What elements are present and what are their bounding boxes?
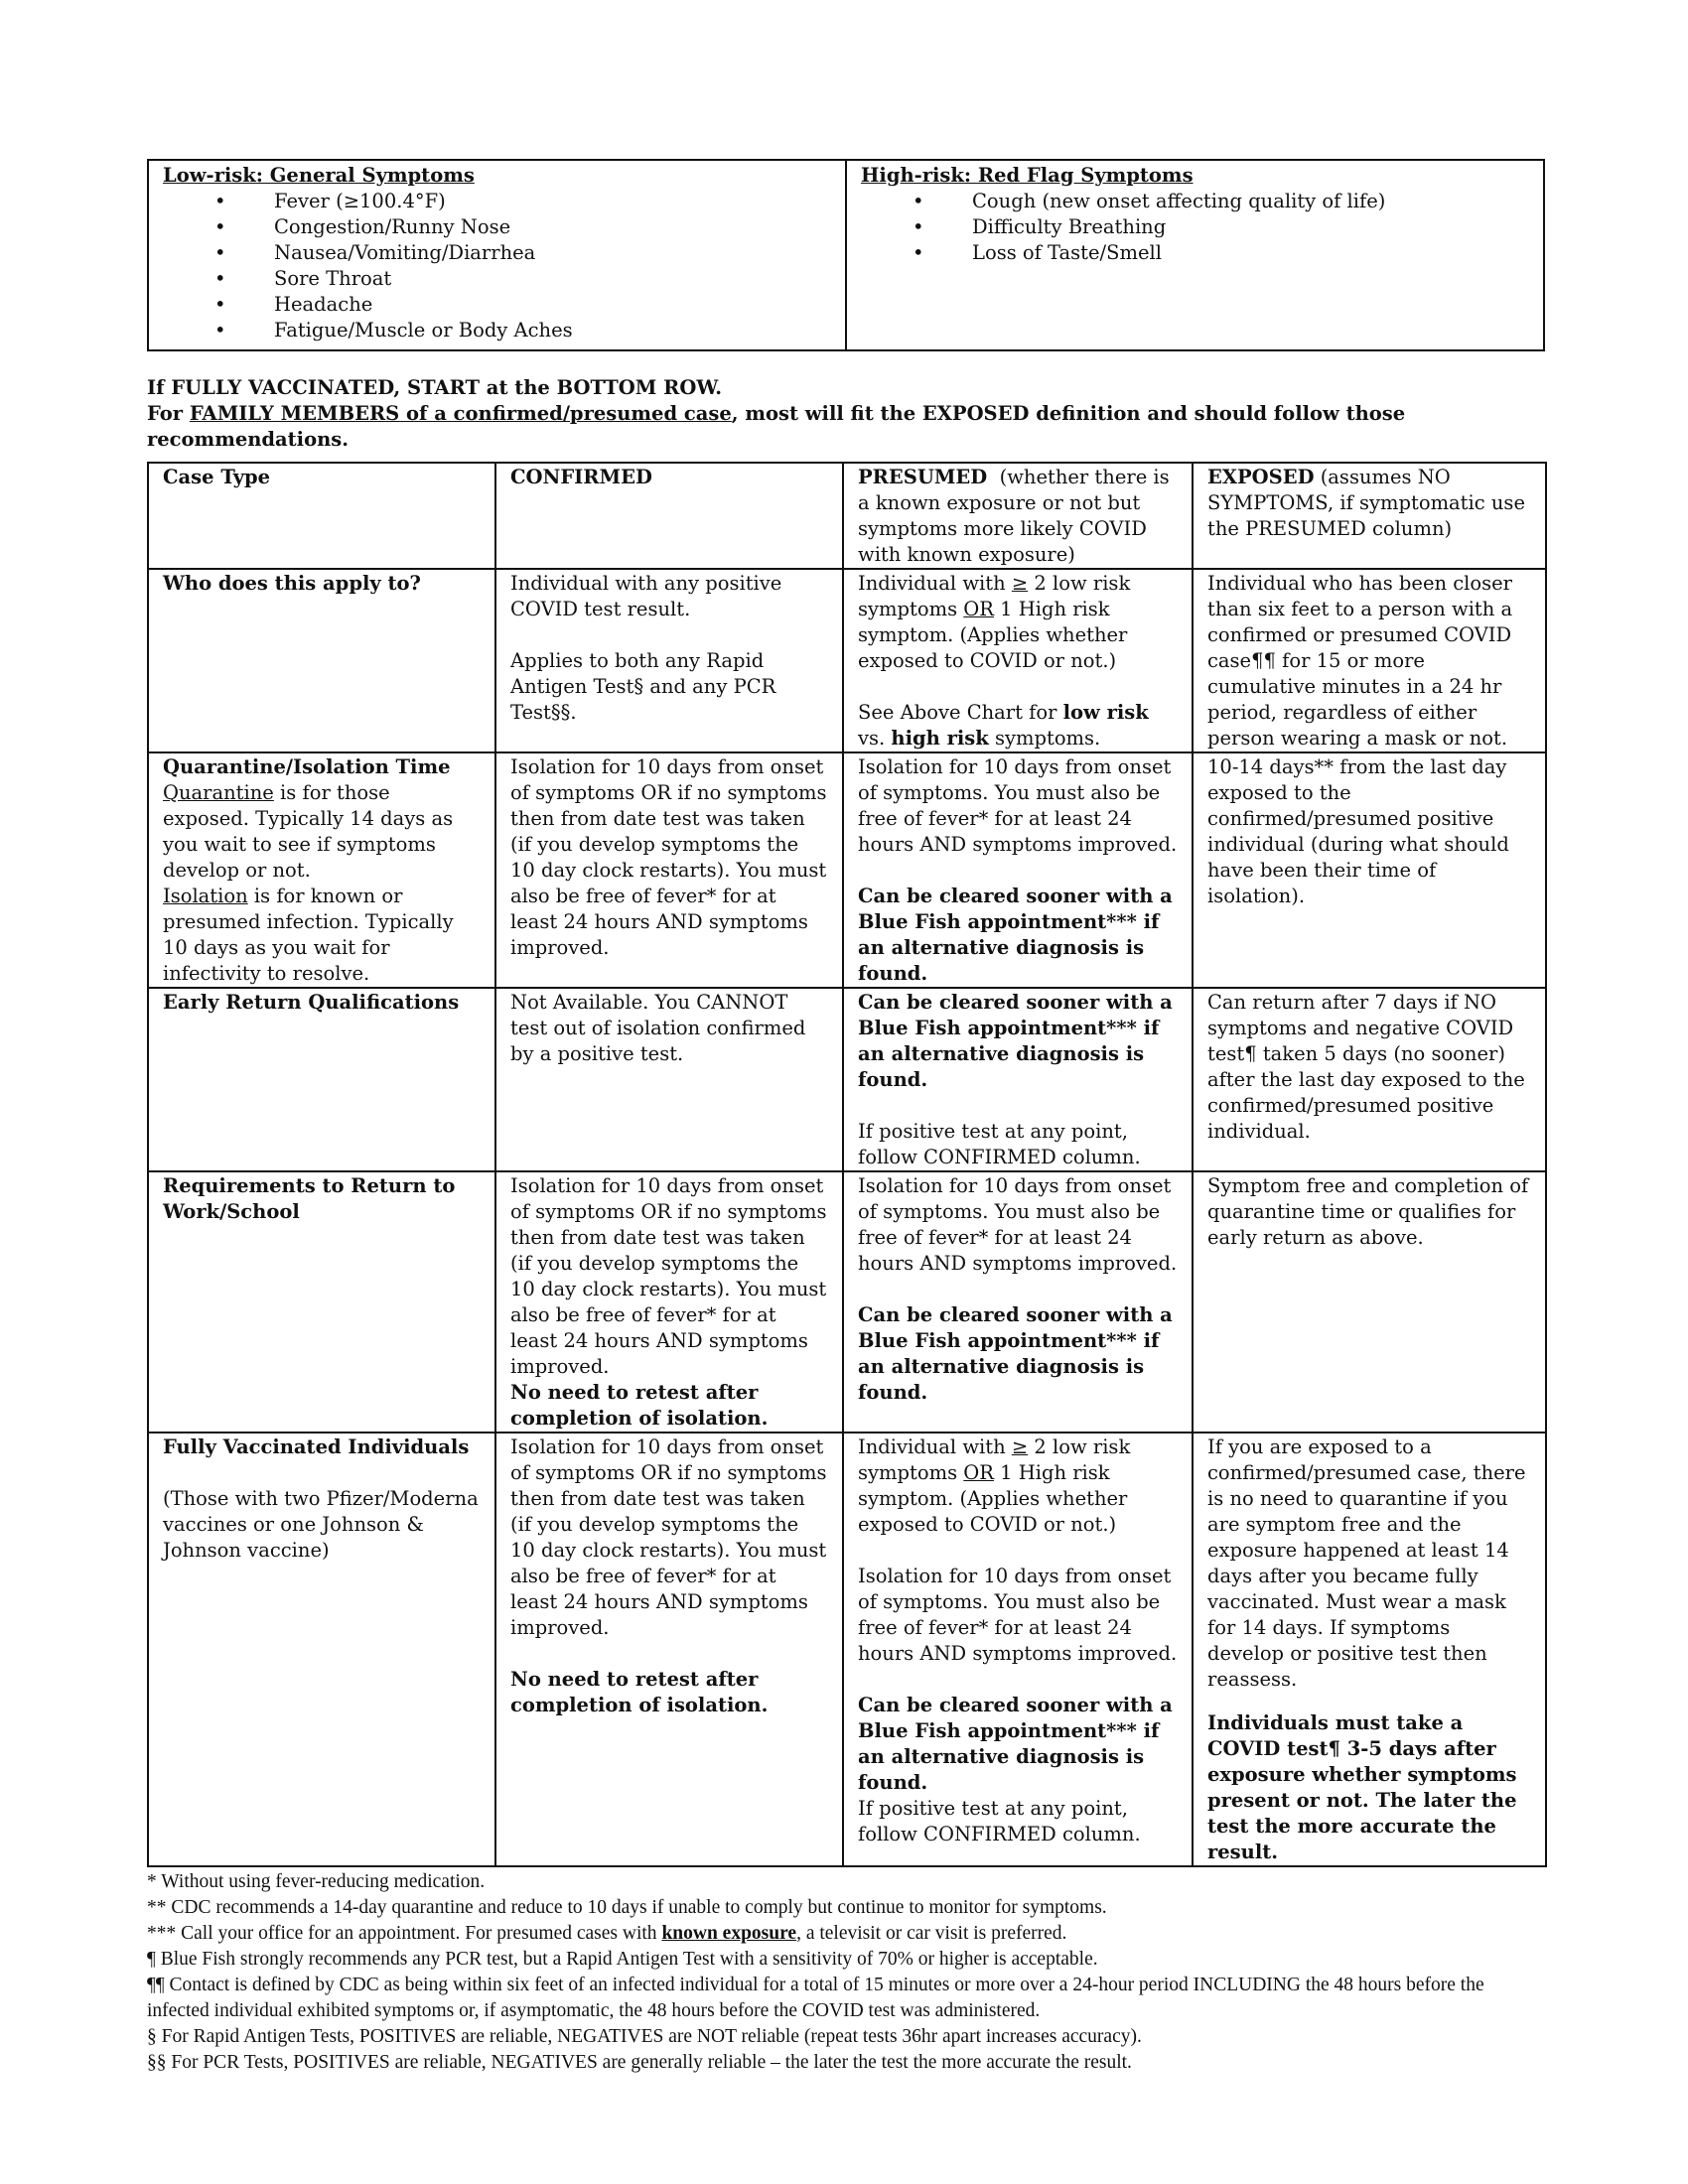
intro-line-2 xyxy=(147,401,1545,453)
early-confirmed: Not Available. You CANNOT test out of isolation confirmed by a positive test. xyxy=(495,988,843,1171)
footnotes xyxy=(147,1869,1545,2076)
case-type-table xyxy=(147,462,1547,1867)
who-confirmed-p2: Applies to both any Rapid Antigen Test§ and any PCR Test§§. xyxy=(510,649,776,724)
quarantine-def xyxy=(163,780,481,884)
quarantine-confirmed: Isolation for 10 days from onset of symptoms OR if no symptoms then from date test was taken (if you develop symptoms the 10 day clock restarts). You must also be free of fever* for at least 24 hours AND symptoms improved. xyxy=(495,752,843,988)
table-row xyxy=(148,1171,1546,1433)
list-item: • Difficulty Breathing xyxy=(861,214,1529,240)
who-presumed xyxy=(843,569,1193,752)
list-item: • Fatigue/Muscle or Body Aches xyxy=(163,318,831,343)
text: See Above Chart for xyxy=(858,701,1063,724)
table-row xyxy=(148,569,1546,752)
document-page xyxy=(147,159,1545,2076)
text: Isolation for 10 days from onset of symptoms. You must also be free of fever* for at least 24 hours AND symptoms improved. xyxy=(858,755,1178,856)
list-item: • Fever (≥100.4°F) xyxy=(163,189,831,214)
list-item: • Nausea/Vomiting/Diarrhea xyxy=(163,240,831,266)
symptoms-table xyxy=(147,159,1545,351)
text: 1 High risk symptom. (Applies whether exposed to COVID or not.) xyxy=(858,598,1128,672)
geq-symbol: ≥ xyxy=(1011,572,1029,595)
text: Individual with xyxy=(858,572,1012,595)
text: If you are exposed to a confirmed/presumed case, there is no need to quarantine if you are symptom free and the exposure happened at least 14 days after you became fully vaccinated. Must wear a mask for 14 days. If symptoms develop or positive test then reassess. xyxy=(1207,1435,1526,1691)
table-row xyxy=(148,752,1546,988)
text: No need to retest after completion of isolation. xyxy=(510,1381,769,1430)
text: vs. xyxy=(858,727,892,750)
text: 2 low risk symptoms xyxy=(858,1435,1131,1484)
text: Quarantine xyxy=(163,781,274,804)
text: , a televisit or car visit is preferred. xyxy=(796,1923,1067,1944)
text: If positive test at any point, follow CONFIRMED column. xyxy=(858,1797,1141,1845)
intro-line-2-post: , most will fit the EXPOSED definition and should follow those recommendations. xyxy=(147,402,1406,451)
list-item: • Loss of Taste/Smell xyxy=(861,240,1529,266)
text: high risk xyxy=(891,727,989,750)
list-item: • Congestion/Runny Nose xyxy=(163,214,831,240)
row-label-who: Who does this apply to? xyxy=(148,569,495,752)
row-label-quarantine xyxy=(148,752,495,988)
text: is for known or presumed infection. Typically 10 days as you wait for infectivity to resolve. xyxy=(163,885,454,985)
header-presumed xyxy=(843,463,1193,569)
low-risk-list xyxy=(163,189,831,343)
requirements-exposed: Symptom free and completion of quarantine time or qualifies for early return as above. xyxy=(1193,1171,1546,1433)
early-exposed: Can return after 7 days if NO symptoms and negative COVID test¶ taken 5 days (no sooner) after the last day exposed to the confirmed/presumed positive individual. xyxy=(1193,988,1546,1171)
text: Can be cleared sooner with a Blue Fish appointment*** if an alternative diagnosis is found. xyxy=(858,991,1173,1091)
text: 1 High risk symptom. (Applies whether exposed to COVID or not.) xyxy=(858,1461,1128,1536)
who-confirmed xyxy=(495,569,843,752)
footnote: ¶¶ Contact is defined by CDC as being within six feet of an infected individual for a total of 15 minutes or more over a 24-hour period INCLUDING the 48 hours before the infected individual exhibited symptoms or, if asymptomatic, the 48 hours before the COVID test was administered. xyxy=(147,1975,1484,2021)
text: Can be cleared sooner with a Blue Fish appointment*** if an alternative diagnosis is found. xyxy=(858,885,1173,985)
exposed-label: EXPOSED xyxy=(1207,466,1315,488)
text xyxy=(858,1434,1178,1538)
footnote: § For Rapid Antigen Tests, POSITIVES are reliable, NEGATIVES are NOT reliable (repeat tests 36hr apart increases accuracy). xyxy=(147,2026,1142,2047)
or-word: OR xyxy=(963,1461,994,1484)
text: 2 low risk symptoms xyxy=(858,572,1131,620)
footnote: ¶ Blue Fish strongly recommends any PCR test, but a Rapid Antigen Test with a sensitivity of 70% or higher is acceptable. xyxy=(147,1949,1098,1970)
table-row xyxy=(148,988,1546,1171)
text: *** Call your office for an appointment. For presumed cases with xyxy=(147,1923,662,1944)
text: low risk xyxy=(1062,701,1149,724)
footnote: §§ For PCR Tests, POSITIVES are reliable, NEGATIVES are generally reliable – the later the test the more accurate the result. xyxy=(147,2052,1132,2073)
text: Individuals must take a COVID test¶ 3-5 days after exposure whether symptoms present or not. The later the test the more accurate the result. xyxy=(1207,1711,1517,1863)
footnote: * Without using fever-reducing medication. xyxy=(147,1871,486,1892)
header-exposed xyxy=(1193,463,1546,569)
text: Individual with xyxy=(858,1435,1012,1458)
text: is for those exposed. Typically 14 days as you wait to see if symptoms develop or not. xyxy=(163,781,454,882)
intro-line-1: If FULLY VACCINATED, START at the BOTTOM ROW. xyxy=(147,376,722,399)
list-item: • Headache xyxy=(163,292,831,318)
footnote: ** CDC recommends a 14-day quarantine and reduce to 10 days if unable to comply but continue to monitor for symptoms. xyxy=(147,1897,1107,1918)
or-word: OR xyxy=(963,598,994,620)
presumed-desc: (whether there is a known exposure or not but symptoms more likely COVID with known exposure) xyxy=(858,466,1176,566)
vaccinated-confirmed xyxy=(495,1433,843,1866)
high-risk-cell xyxy=(846,160,1544,350)
requirements-presumed xyxy=(843,1171,1193,1433)
high-risk-title: High-risk: Red Flag Symptoms xyxy=(861,164,1194,187)
list-item: • Sore Throat xyxy=(163,266,831,292)
who-presumed-p2 xyxy=(858,700,1178,751)
quarantine-exposed: 10-14 days** from the last day exposed to the confirmed/presumed positive individual (during what should have been their time of isolation). xyxy=(1193,752,1546,988)
text: Can be cleared sooner with a Blue Fish appointment*** if an alternative diagnosis is found. xyxy=(858,1694,1173,1794)
high-risk-list xyxy=(861,189,1529,266)
intro-line-2-pre: For xyxy=(147,402,190,425)
low-risk-cell xyxy=(148,160,846,350)
row-label-requirements: Requirements to Return to Work/School xyxy=(148,1171,495,1433)
table-row xyxy=(148,463,1546,569)
text: No need to retest after completion of isolation. xyxy=(510,1668,769,1716)
text: known exposure xyxy=(661,1923,797,1944)
text: (Those with two Pfizer/Moderna vaccines or one Johnson & Johnson vaccine) xyxy=(163,1487,479,1562)
quarantine-presumed xyxy=(843,752,1193,988)
row-label-early: Early Return Qualifications xyxy=(148,988,495,1171)
text: Fully Vaccinated Individuals xyxy=(163,1435,470,1458)
early-presumed xyxy=(843,988,1193,1171)
who-presumed-p1 xyxy=(858,571,1178,674)
presumed-label: PRESUMED xyxy=(858,466,988,488)
header-case-type: Case Type xyxy=(148,463,495,569)
who-confirmed-p1: Individual with any positive COVID test result. xyxy=(510,572,782,620)
intro-family-members: FAMILY MEMBERS of a confirmed/presumed case xyxy=(189,402,732,425)
text: symptoms. xyxy=(988,727,1101,750)
footnote xyxy=(147,1921,1545,1947)
low-risk-title: Low-risk: General Symptoms xyxy=(163,164,475,187)
vaccinated-presumed xyxy=(843,1433,1193,1866)
quarantine-label: Quarantine/Isolation Time xyxy=(163,755,451,778)
text: Isolation for 10 days from onset of symptoms. You must also be free of fever* for at least 24 hours AND symptoms improved. xyxy=(858,1565,1178,1665)
text: Can be cleared sooner with a Blue Fish appointment*** if an alternative diagnosis is found. xyxy=(858,1303,1173,1404)
text: Isolation for 10 days from onset of symptoms. You must also be free of fever* for at least 24 hours AND symptoms improved. xyxy=(858,1174,1178,1275)
isolation-def xyxy=(163,884,481,987)
intro-text xyxy=(147,375,1545,453)
text: Isolation xyxy=(163,885,248,907)
table-row xyxy=(148,1433,1546,1866)
header-confirmed: CONFIRMED xyxy=(495,463,843,569)
text: If positive test at any point, follow CONFIRMED column. xyxy=(858,1120,1141,1168)
text: Isolation for 10 days from onset of symptoms OR if no symptoms then from date test was taken (if you develop symptoms the 10 day clock restarts). You must also be free of fever* for at least 24 hours AND symptoms improved. xyxy=(510,1435,827,1639)
row-label-vaccinated xyxy=(148,1433,495,1866)
vaccinated-exposed xyxy=(1193,1433,1546,1866)
who-exposed: Individual who has been closer than six feet to a person with a confirmed or presumed COVID case¶¶ for 15 or more cumulative minutes in a 24 hr period, regardless of either person wearing a mask or not. xyxy=(1193,569,1546,752)
text: Isolation for 10 days from onset of symptoms OR if no symptoms then from date test was taken (if you develop symptoms the 10 day clock restarts). You must also be free of fever* for at least 24 hours AND symptoms improved. xyxy=(510,1174,827,1378)
requirements-confirmed xyxy=(495,1171,843,1433)
geq-symbol: ≥ xyxy=(1011,1435,1029,1458)
list-item: • Cough (new onset affecting quality of life) xyxy=(861,189,1529,214)
exposed-desc: (assumes NO SYMPTOMS, if symptomatic use the PRESUMED column) xyxy=(1207,466,1525,540)
